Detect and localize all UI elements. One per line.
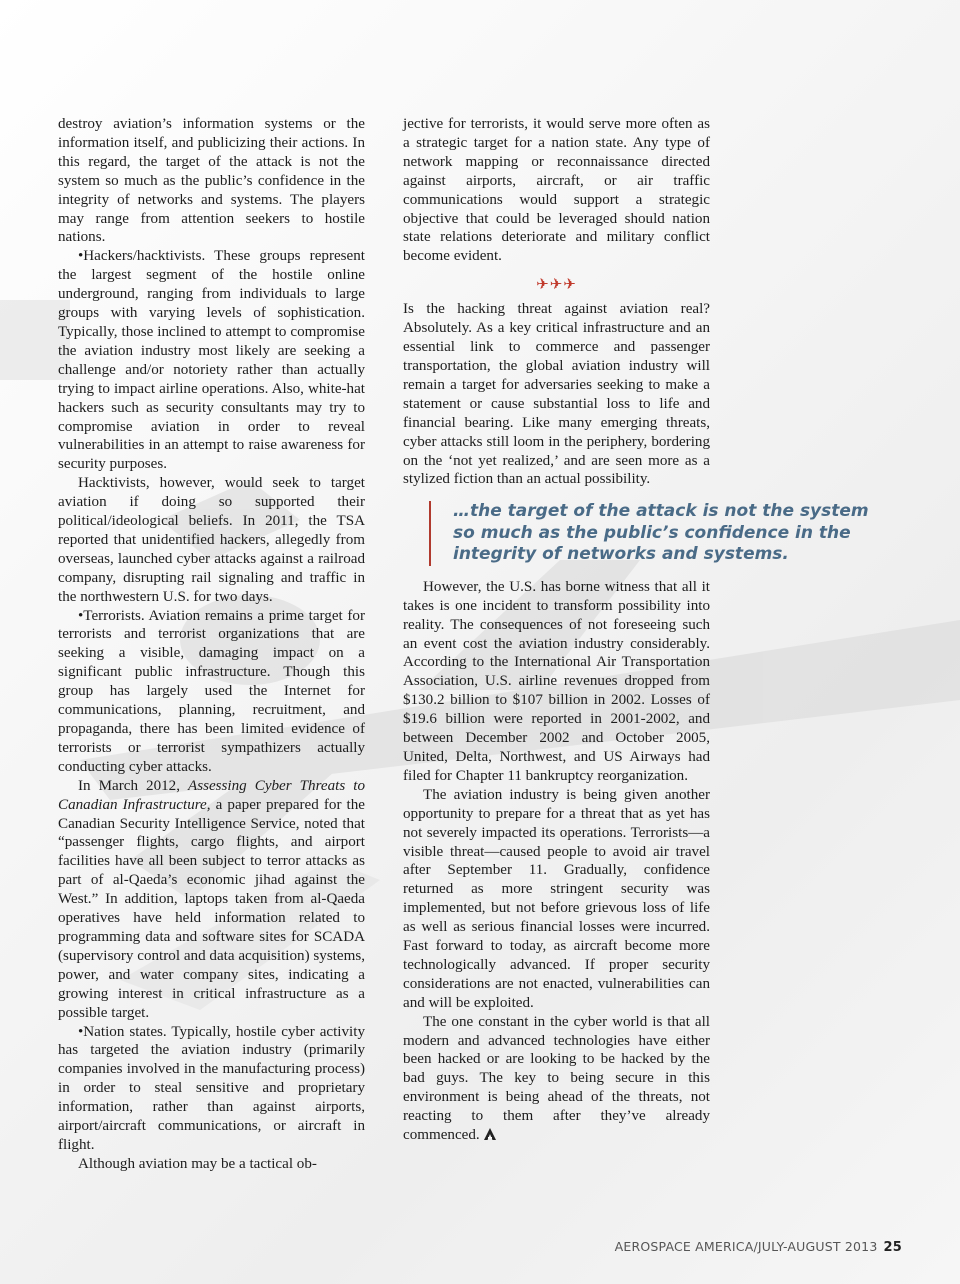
paragraph-march-2012 — [58, 777, 365, 1023]
paragraph-strategic: jective for terrorists, it would serve more often as a strategic target for a nation state. Any type of network mapping or reconnaissance directed against airports, aircraft, or air traffic communications would support a strategic objective that could be leveraged should nation state relations deteriorate and military conflict become evident. — [403, 116, 710, 265]
paragraph-hackers: •Hackers/hacktivists. These groups represent the largest segment of the hostile online underground, ranging from individuals to large groups with varying levels of sophistication. Typically, those inclined to attempt to compromise the aviation industry most likely are seeking a challenge and/or notoriety rather than actually trying to impact airline operations. Also, white-hat hackers such as security consultants may try to compromise aviation in order to reveal vulnerabilities in an attempt to raise awareness for security purposes. — [58, 248, 365, 473]
end-mark-icon — [484, 1128, 496, 1140]
text-run: a paper prepared for the Canadian Security Intelligence Service, noted that “passenger flights, cargo flights, and airport facilities have all been subject to terror attacks as part of al-Qaeda’s economic jihad against the West.” In addition, laptops taken from al-Qaeda operatives have held information related to programming data and software sites for SCADA (supervisory control and data acquisition) systems, power, and water company sites, indicating a growing interest in critical infrastructure as a possible target. — [58, 796, 365, 1021]
left-column — [58, 115, 365, 1174]
paragraph-conclusion — [403, 1013, 710, 1145]
paragraph-hacktivists: Hacktivists, however, would seek to target aviation if doing so supported their political/ideological beliefs. In 2011, the TSA reported that unidentified hackers, allegedly from overseas, launched cyber attacks against a railroad company, disrupting rail signaling and traffic in the northwestern U.S. for two days. — [58, 475, 365, 605]
page-footer — [615, 1239, 902, 1255]
paragraph-borne-witness: However, the U.S. has borne witness that all it takes is one incident to transform possibility into reality. The consequences of not foreseeing such an event cost the aviation industry considerably. According to the International Air Transportation Association, U.S. airline revenues dropped from $130.2 billion to $107 billion in 2002. Losses of $19.6 billion were reported in 2001-2002, and between December 2002 and October 2005, United, Delta, Northwest, and US Airways had filed for Chapter 11 bankruptcy reorganization. — [403, 578, 710, 784]
paragraph-nation-states: •Nation states. Typically, hostile cyber activity has targeted the aviation industry (primarily companies involved in the manufacturing process) in order to steal sensitive and proprietary information, rather than against airports, airport/aircraft communications, or aircraft in flight. — [58, 1023, 365, 1153]
airplane-ornament-icon: ✈✈✈ — [536, 277, 577, 294]
paragraph-tactical: Although aviation may be a tactical ob- — [78, 1155, 317, 1172]
text-run: The one constant in the cyber world is that all modern and advanced technologies have either been hacked or are looking to be hacked by the bad guys. The key to being secure in this environment is being ahead of the threats, not reacting to them after they’ve already commenced. — [403, 1013, 710, 1144]
cited-paper-title: Assessing Cyber Threats to Canadian Infrastructure, — [58, 777, 365, 813]
right-column — [403, 115, 869, 1145]
publication-line: AEROSPACE AMERICA/JULY-AUGUST 2013 — [614, 1239, 878, 1254]
paragraph-opportunity: The aviation industry is being given another opportunity to prepare for a threat that as yet has not severely impacted its operations. Terrorists—a visible threat—caused people to avoid air travel after September 11. Gradually, confidence returned as more stringent security was implemented, but not before grievous loss of life as well as serious financial losses were incurred. Fast forward to today, as aircraft become more technologically advanced. If proper security considerations are not enacted, vulnerabilities can and will be exploited. — [403, 786, 710, 1011]
pull-quote: …the target of the attack is not the system so much as the public’s confidence in the integrity of networks and systems. — [429, 501, 873, 566]
paragraph-terrorists: •Terrorists. Aviation remains a prime target for terrorists and terrorist organizations that are seeking a visible, damaging impact on a significant public infrastructure. Though this group has largely used the Internet for communications, planning, recruitment, and propaganda, there has been limited evidence of terrorists or terrorist sympathizers actually conducting cyber attacks. — [58, 607, 365, 775]
text-run: In March 2012, — [78, 777, 189, 794]
paragraph: destroy aviation’s information systems or the information itself, and publicizing their actions. In this regard, the target of the attack is not the system so much as the public’s confidence in the integrity of networks and systems. The players may range from attention seekers to hostile nations. — [58, 116, 365, 246]
page-number: 25 — [883, 1240, 902, 1255]
paragraph-threat-real: Is the hacking threat against aviation real? Absolutely. As a key critical infrastructure and an essential link to commerce and passenger transportation, the global aviation industry will remain a target for adversaries seeking to make a statement or cause substantial loss to life and financial bearing. Like many emerging threats, cyber attacks still loom in the periphery, bordering on the ‘not yet realized,’ and are seen more as a stylized fiction than an actual possibility. — [403, 301, 710, 488]
